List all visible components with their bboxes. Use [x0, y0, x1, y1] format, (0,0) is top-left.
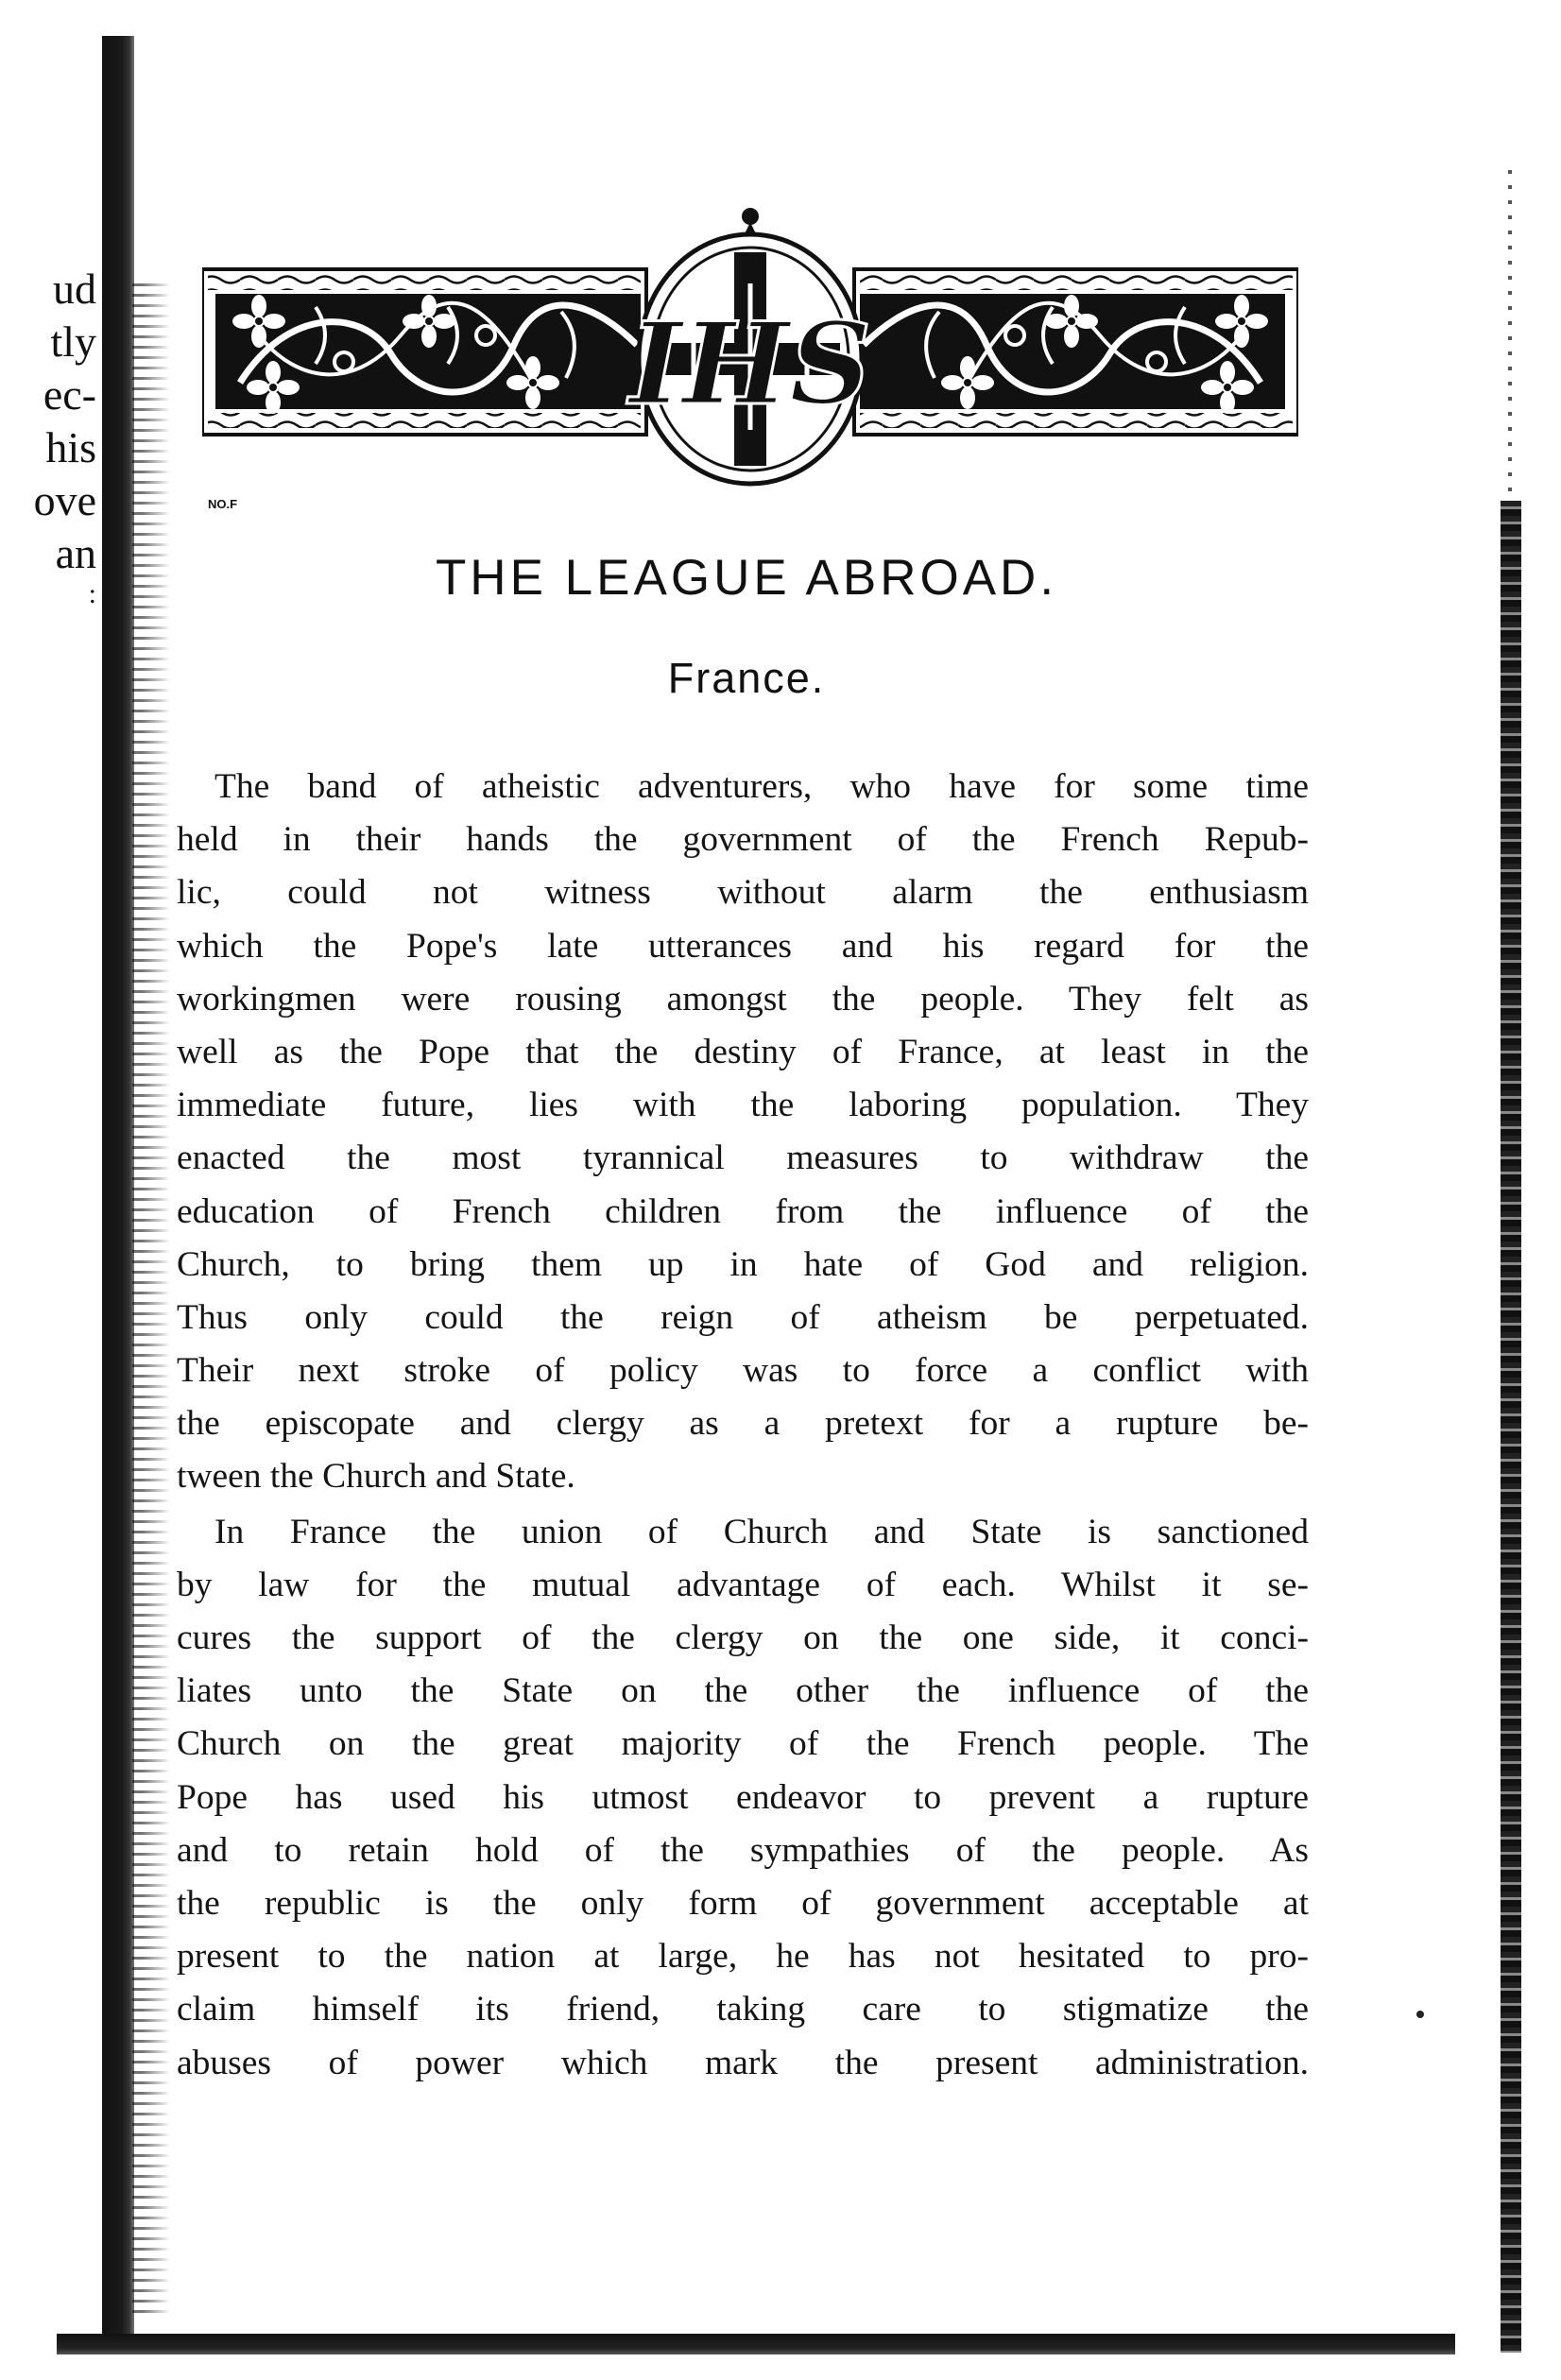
- right-page-edge: [1501, 501, 1521, 2353]
- text-line: the republic is the only form of government acceptable at: [177, 1883, 1309, 1923]
- text-line: immediate future, lies with the laboring population. They: [177, 1086, 1309, 1125]
- paragraph-1: [177, 761, 1309, 1504]
- text-line: held in their hands the government of the French Repub-: [177, 820, 1309, 860]
- article-subtitle: France.: [667, 654, 826, 702]
- text-line: Church, to bring them up in hate of God and religion.: [177, 1244, 1309, 1284]
- text-line: and to retain hold of the sympathies of the people. As: [177, 1830, 1309, 1870]
- fragment-line: ud: [53, 265, 96, 313]
- fragment-line: tly: [50, 317, 96, 366]
- text-line: which the Pope's late utterances and his regard for the: [177, 926, 1309, 966]
- text-line: claim himself its friend, taking care to stigmatize the: [177, 1990, 1309, 2029]
- text-line: Their next stroke of policy was to force a conflict with: [177, 1351, 1309, 1391]
- ihs-ornament-header: [202, 194, 1298, 510]
- text-line: present to the nation at large, he has not hesitated to pro-: [177, 1937, 1309, 1977]
- ihs-monogram: IHS: [628, 298, 872, 431]
- text-line: the episcopate and clergy as a pretext for a rupture be-: [177, 1404, 1309, 1444]
- ihs-medallion-icon: [626, 234, 871, 484]
- text-line: In France the union of Church and State is sanctioned: [214, 1512, 1309, 1551]
- text-line: lic, could not witness without alarm the enthusiasm: [177, 873, 1309, 913]
- page-binding-edge: [102, 36, 134, 2341]
- text-line: by law for the mutual advantage of each. Whilst it se-: [177, 1565, 1309, 1604]
- engraver-mark: NO.F: [208, 497, 238, 511]
- fragment-line: his: [45, 423, 96, 471]
- text-line: education of French children from the influence of the: [177, 1191, 1309, 1231]
- text-line: abuses of power which mark the present administration.: [177, 2043, 1309, 2082]
- article-body: [177, 761, 1309, 2090]
- text-line: The band of atheistic adventurers, who have for some time: [214, 767, 1309, 806]
- binding-shadow: [132, 283, 170, 2315]
- paragraph-2: [177, 1506, 1309, 2090]
- text-line: Thus only could the reign of atheism be perpetuated.: [177, 1297, 1309, 1337]
- text-line: enacted the most tyrannical measures to withdraw the: [177, 1139, 1309, 1178]
- text-line: tween the Church and State.: [177, 1457, 575, 1497]
- fragment-line: ove: [33, 476, 96, 524]
- fragment-line: ec-: [43, 370, 96, 419]
- fragment-line: :: [88, 580, 96, 608]
- article-title: THE LEAGUE ABROAD.: [435, 550, 1058, 606]
- bottom-page-edge: [57, 2334, 1455, 2354]
- text-line: well as the Pope that the destiny of France, at least in the: [177, 1032, 1309, 1071]
- facing-page-fragments: [0, 263, 96, 608]
- ink-speck: [1416, 2011, 1424, 2018]
- fragment-line: an: [55, 529, 96, 577]
- text-line: Church on the great majority of the French people. The: [177, 1724, 1309, 1764]
- text-line: liates unto the State on the other the influence of the: [177, 1671, 1309, 1711]
- text-line: workingmen were rousing amongst the people. They felt as: [177, 979, 1309, 1019]
- text-line: cures the support of the clergy on the one side, it conci-: [177, 1618, 1309, 1657]
- right-page-edge-top: [1508, 170, 1512, 491]
- text-line: Pope has used his utmost endeavor to prevent a rupture: [177, 1777, 1309, 1817]
